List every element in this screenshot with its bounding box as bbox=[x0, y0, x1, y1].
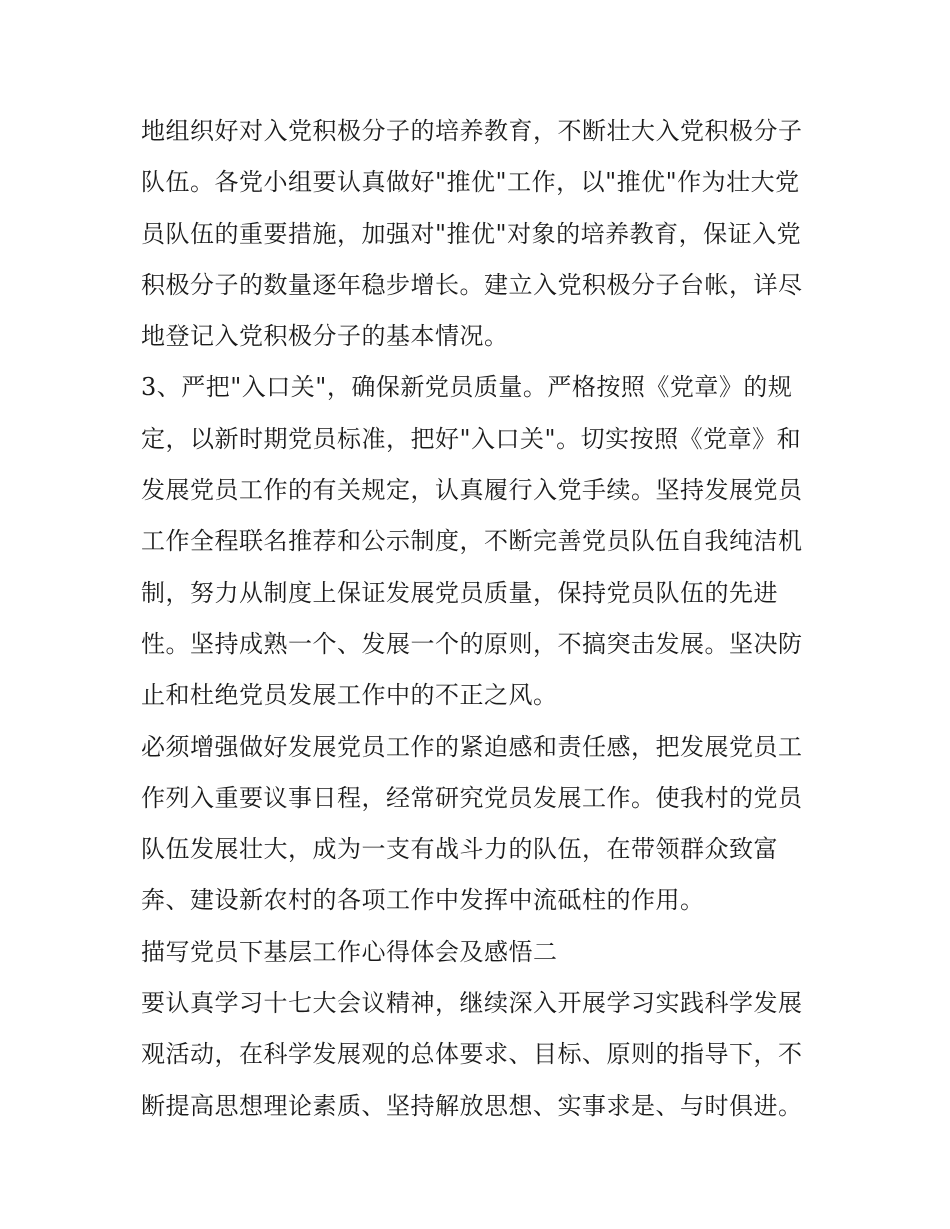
text-line-12: 止和杜绝党员发展工作中的不正之风。 bbox=[141, 681, 558, 710]
text-line-18: 要认真学习十七大会议精神，继续深入开展学习实践科学发展 bbox=[141, 989, 803, 1018]
section-heading: 描写党员下基层工作心得体会及感悟二 bbox=[141, 937, 558, 966]
text-line-5: 地登记入党积极分子的基本情况。 bbox=[141, 322, 509, 351]
text-line-7: 定，以新时期党员标准，把好"入口关"。切实按照《党章》和 bbox=[141, 424, 802, 453]
text-line-16: 奔、建设新农村的各项工作中发挥中流砥柱的作用。 bbox=[141, 886, 705, 915]
text-line-9: 工作全程联名推荐和公示制度，不断完善党员队伍自我纯洁机 bbox=[141, 527, 803, 556]
text-line-11: 性。坚持成熟一个、发展一个的原则，不搞突击发展。坚决防 bbox=[141, 629, 803, 658]
text-line-6: 3、严把"入口关"，确保新党员质量。严格按照《党章》的规 bbox=[141, 373, 793, 402]
text-line-19: 观活动，在科学发展观的总体要求、目标、原则的指导下，不 bbox=[141, 1040, 803, 1069]
text-line-13: 必须增强做好发展党员工作的紧迫感和责任感，把发展党员工 bbox=[141, 732, 803, 761]
text-line-4: 积极分子的数量逐年稳步增长。建立入党积极分子台帐，详尽 bbox=[141, 270, 803, 299]
text-line-8: 发展党员工作的有关规定，认真履行入党手续。坚持发展党员 bbox=[141, 476, 803, 505]
text-line-3: 员队伍的重要措施，加强对"推优"对象的培养教育，保证入党 bbox=[141, 219, 802, 248]
text-line-1: 地组织好对入党积极分子的培养教育，不断壮大入党积极分子 bbox=[141, 117, 803, 145]
text-line-20: 断提高思想理论素质、坚持解放思想、实事求是、与时俱进。 bbox=[141, 1091, 803, 1120]
text-line-2: 队伍。各党小组要认真做好"推优"工作，以"推优"作为壮大党 bbox=[141, 168, 800, 197]
text-line-14: 作列入重要议事日程，经常研究党员发展工作。使我村的党员 bbox=[141, 783, 803, 812]
document-body bbox=[141, 106, 821, 1132]
text-line-10: 制，努力从制度上保证发展党员质量，保持党员队伍的先进 bbox=[141, 578, 778, 607]
text-line-15: 队伍发展壮大，成为一支有战斗力的队伍，在带领群众致富 bbox=[141, 835, 778, 864]
